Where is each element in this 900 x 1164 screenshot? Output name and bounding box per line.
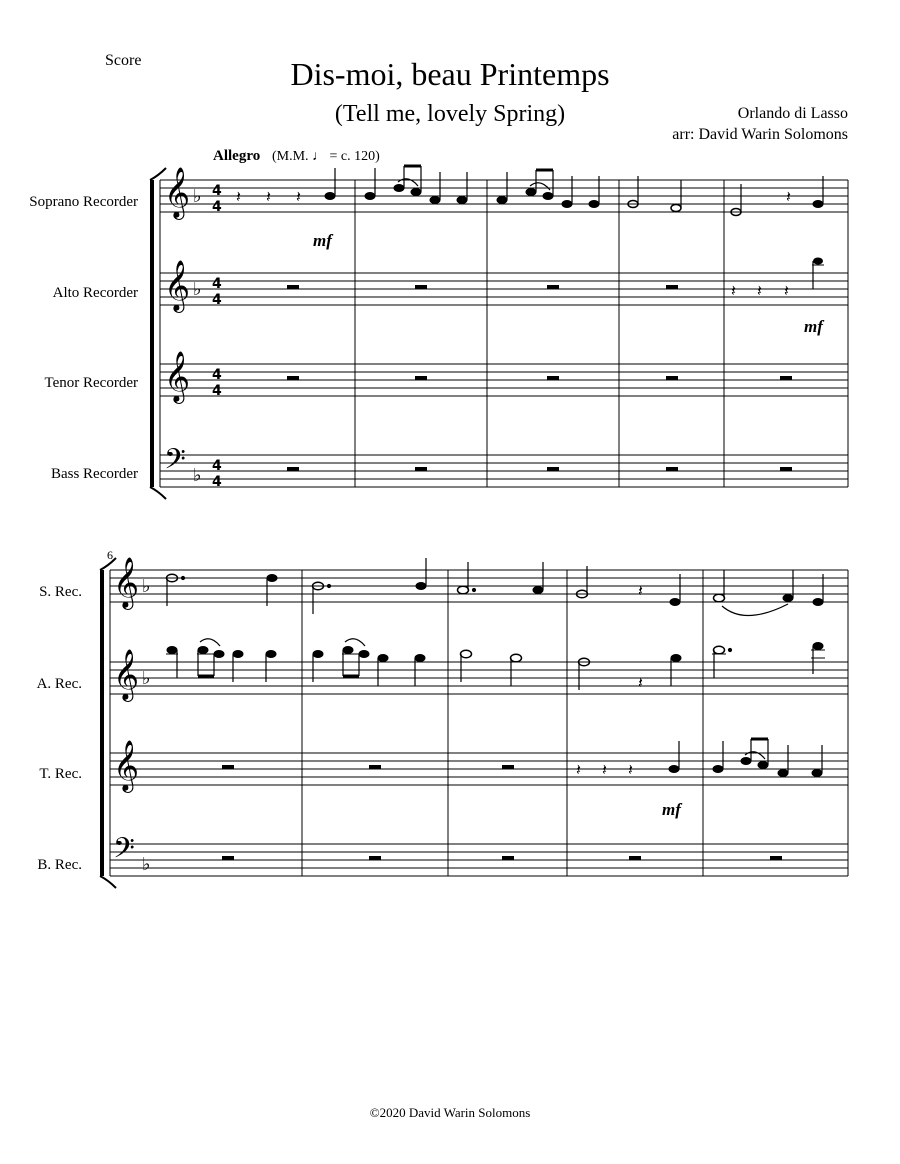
alto-notes-sys2 [166, 639, 825, 692]
svg-text:4: 4 [212, 367, 222, 383]
clefs-and-signatures [164, 167, 222, 490]
dynamic-mark: mf [313, 231, 332, 250]
treble-clef-icon: 𝄞 [164, 351, 191, 402]
instrument-name: Alto Recorder [52, 285, 138, 301]
tempo-word: Allegro [213, 148, 261, 164]
soprano-notes-sys1 [236, 166, 823, 216]
instrument-name: B. Rec. [37, 857, 82, 873]
svg-text:𝄽: 𝄽 [576, 760, 581, 779]
svg-text:𝄽: 𝄽 [638, 673, 643, 692]
treble-clef-icon: 𝄞 [164, 167, 191, 218]
bass-clef-icon: 𝄢 [113, 832, 135, 872]
flat-key-icon: ♭ [193, 465, 202, 486]
bass-rests-sys2 [222, 856, 782, 860]
svg-text:4: 4 [212, 276, 222, 292]
flat-key-icon: ♭ [193, 186, 202, 207]
staff-lines [110, 570, 848, 876]
treble-clef-icon: 𝄞 [113, 649, 140, 700]
instrument-name: S. Rec. [39, 584, 82, 600]
tenor-rests-sys1 [287, 376, 792, 380]
flat-key-icon: ♭ [142, 854, 151, 875]
bass-rests-sys1 [287, 467, 792, 471]
bass-clef-icon: 𝄢 [164, 443, 186, 483]
barlines [355, 180, 848, 487]
dynamic-mark: mf [804, 317, 823, 336]
svg-text:4: 4 [212, 383, 222, 399]
svg-text:𝄽: 𝄽 [786, 187, 791, 206]
flat-key-icon: ♭ [142, 668, 151, 689]
svg-text:𝄽: 𝄽 [731, 281, 736, 300]
svg-text:𝄽: 𝄽 [296, 187, 301, 206]
svg-text:𝄽: 𝄽 [784, 281, 789, 300]
system-1 [29, 166, 848, 499]
svg-text:4: 4 [212, 474, 222, 490]
score-label: Score [105, 52, 142, 69]
svg-text:𝄽: 𝄽 [628, 760, 633, 779]
dynamic-mark: mf [662, 800, 681, 819]
svg-text:𝄽: 𝄽 [266, 187, 271, 206]
svg-text:𝄽: 𝄽 [638, 581, 643, 600]
clefs-and-signatures [113, 557, 151, 875]
barlines [302, 570, 848, 876]
svg-text:𝄽: 𝄽 [236, 187, 241, 206]
arranger-credit: arr: David Warin Solomons [672, 126, 848, 143]
instrument-name: Tenor Recorder [44, 375, 138, 391]
svg-text:4: 4 [212, 183, 222, 199]
instrument-name: T. Rec. [39, 766, 82, 782]
svg-text:4: 4 [212, 292, 222, 308]
piece-subtitle: (Tell me, lovely Spring) [334, 101, 566, 127]
soprano-notes-sys2 [167, 558, 824, 616]
copyright-footer: ©2020 David Warin Solomons [369, 1105, 531, 1120]
svg-text:𝄽: 𝄽 [757, 281, 762, 300]
instrument-name: Bass Recorder [50, 466, 138, 482]
system-2 [37, 548, 848, 888]
flat-key-icon: ♭ [142, 576, 151, 597]
svg-text:𝄽: 𝄽 [602, 760, 607, 779]
instrument-name: A. Rec. [36, 676, 82, 692]
piece-title: Dis-moi, beau Printemps [290, 56, 610, 92]
svg-text:4: 4 [212, 458, 222, 474]
treble-clef-icon: 𝄞 [164, 260, 191, 311]
tenor-notes-sys2 [222, 739, 822, 779]
treble-clef-icon: 𝄞 [113, 740, 140, 791]
staff-lines [160, 180, 848, 487]
flat-key-icon: ♭ [193, 279, 202, 300]
measure-number: 6 [107, 548, 113, 562]
instrument-name: Soprano Recorder [29, 194, 138, 210]
svg-text:4: 4 [212, 199, 222, 215]
alto-notes-sys1 [287, 258, 824, 301]
metronome-mark: (M.M. ♩ = c. 120) [271, 149, 380, 164]
composer-credit: Orlando di Lasso [737, 105, 848, 122]
treble-clef-icon: 𝄞 [113, 557, 140, 608]
